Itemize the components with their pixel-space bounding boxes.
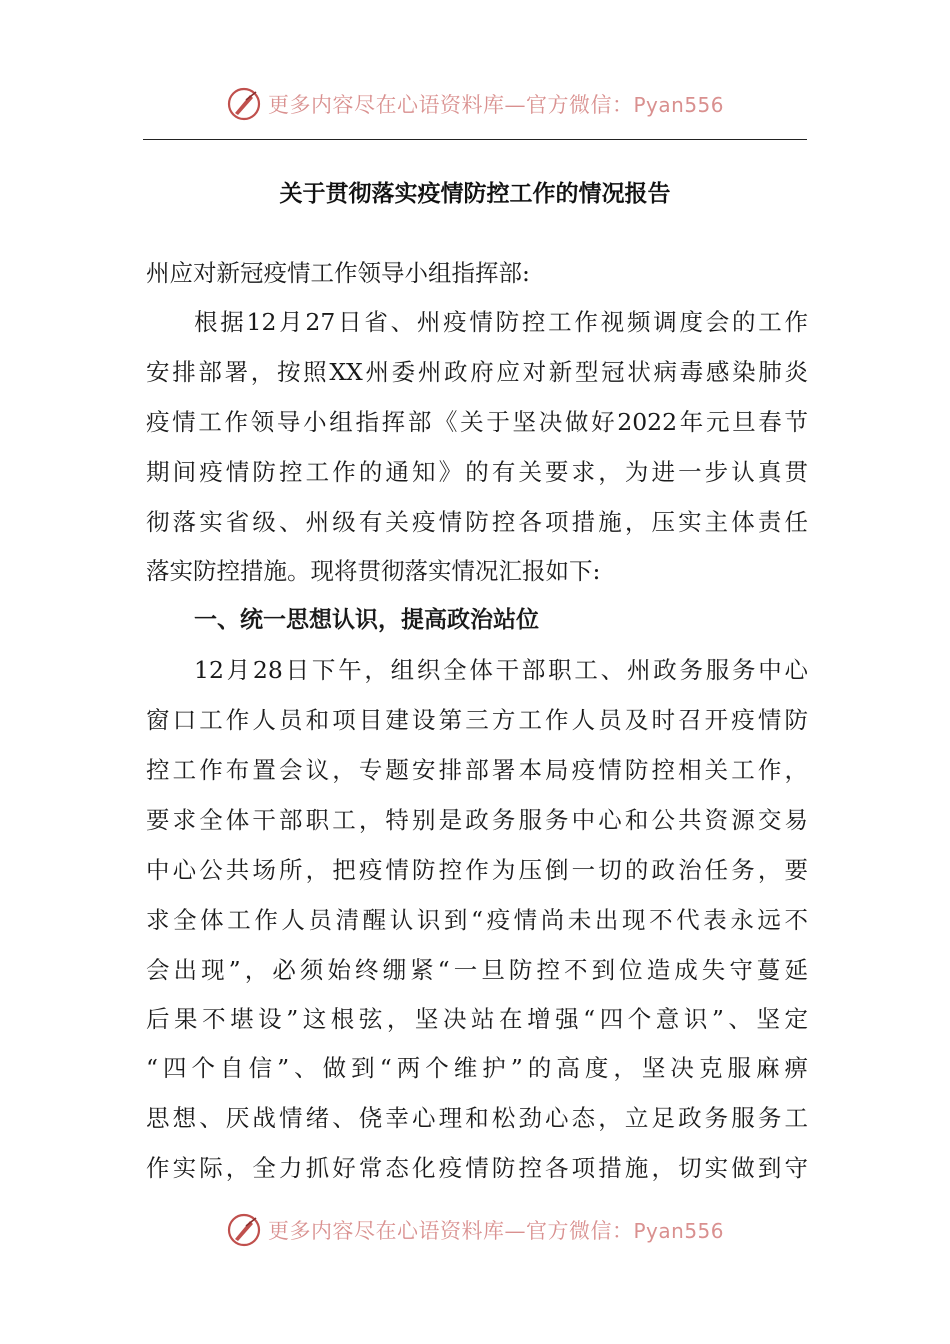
- paragraph-line: 控工作布置会议，专题安排部署本局疫情防控相关工作，: [146, 756, 808, 784]
- banner-text: [268, 1215, 724, 1245]
- paragraph-line: 根据12月27日省、州疫情防控工作视频调度会的工作: [194, 308, 808, 336]
- header-watermark-banner: [0, 82, 950, 126]
- banner-wechat-id: Pyan556: [633, 1219, 724, 1243]
- paragraph-line: 窗口工作人员和项目建设第三方工作人员及时召开疫情防: [146, 706, 808, 734]
- banner-text: [268, 89, 724, 119]
- banner-main-text: 更多内容尽在心语资料库—官方微信：: [267, 93, 634, 117]
- quill-pen-logo-icon: [226, 1212, 262, 1248]
- paragraph-line: 会出现”，必须始终绷紧“一旦防控不到位造成失守蔓延: [146, 956, 808, 984]
- paragraph-line: 期间疫情防控工作的通知》的有关要求，为进一步认真贯: [146, 458, 808, 486]
- paragraph-line: “四个自信”、做到“两个维护”的高度，坚决克服麻痹: [146, 1054, 808, 1082]
- paragraph-line: 求全体工作人员清醒认识到“疫情尚未出现不代表永远不: [146, 906, 808, 934]
- quill-pen-logo-icon: [226, 86, 262, 122]
- paragraph-line: 中心公共场所，把疫情防控作为压倒一切的政治任务，要: [146, 856, 808, 884]
- salutation-line: 州应对新冠疫情工作领导小组指挥部:: [146, 259, 530, 287]
- paragraph-line: 要求全体干部职工，特别是政务服务中心和公共资源交易: [146, 806, 808, 834]
- paragraph-line: 后果不堪设”这根弦，坚决站在增强“四个意识”、坚定: [146, 1005, 808, 1033]
- footer-watermark-banner: [0, 1208, 950, 1252]
- paragraph-line: 12月28日下午，组织全体干部职工、州政务服务中心: [194, 656, 808, 684]
- banner-wechat-id: Pyan556: [633, 93, 724, 117]
- paragraph-line: 彻落实省级、州级有关疫情防控各项措施，压实主体责任: [146, 508, 808, 536]
- paragraph-line: 安排部署，按照XX州委州政府应对新型冠状病毒感染肺炎: [146, 358, 808, 386]
- paragraph-line: 落实防控措施。现将贯彻落实情况汇报如下:: [146, 557, 601, 585]
- paragraph-line: 疫情工作领导小组指挥部《关于坚决做好2022年元旦春节: [146, 408, 808, 436]
- document-title: 关于贯彻落实疫情防控工作的情况报告: [279, 181, 671, 207]
- header-divider: [143, 139, 807, 140]
- section-heading: 一、统一思想认识，提高政治站位: [194, 607, 539, 633]
- paragraph-line: 作实际，全力抓好常态化疫情防控各项措施，切实做到守: [146, 1154, 808, 1182]
- paragraph-line: 思想、厌战情绪、侥幸心理和松劲心态，立足政务服务工: [146, 1104, 808, 1132]
- banner-main-text: 更多内容尽在心语资料库—官方微信：: [267, 1219, 634, 1243]
